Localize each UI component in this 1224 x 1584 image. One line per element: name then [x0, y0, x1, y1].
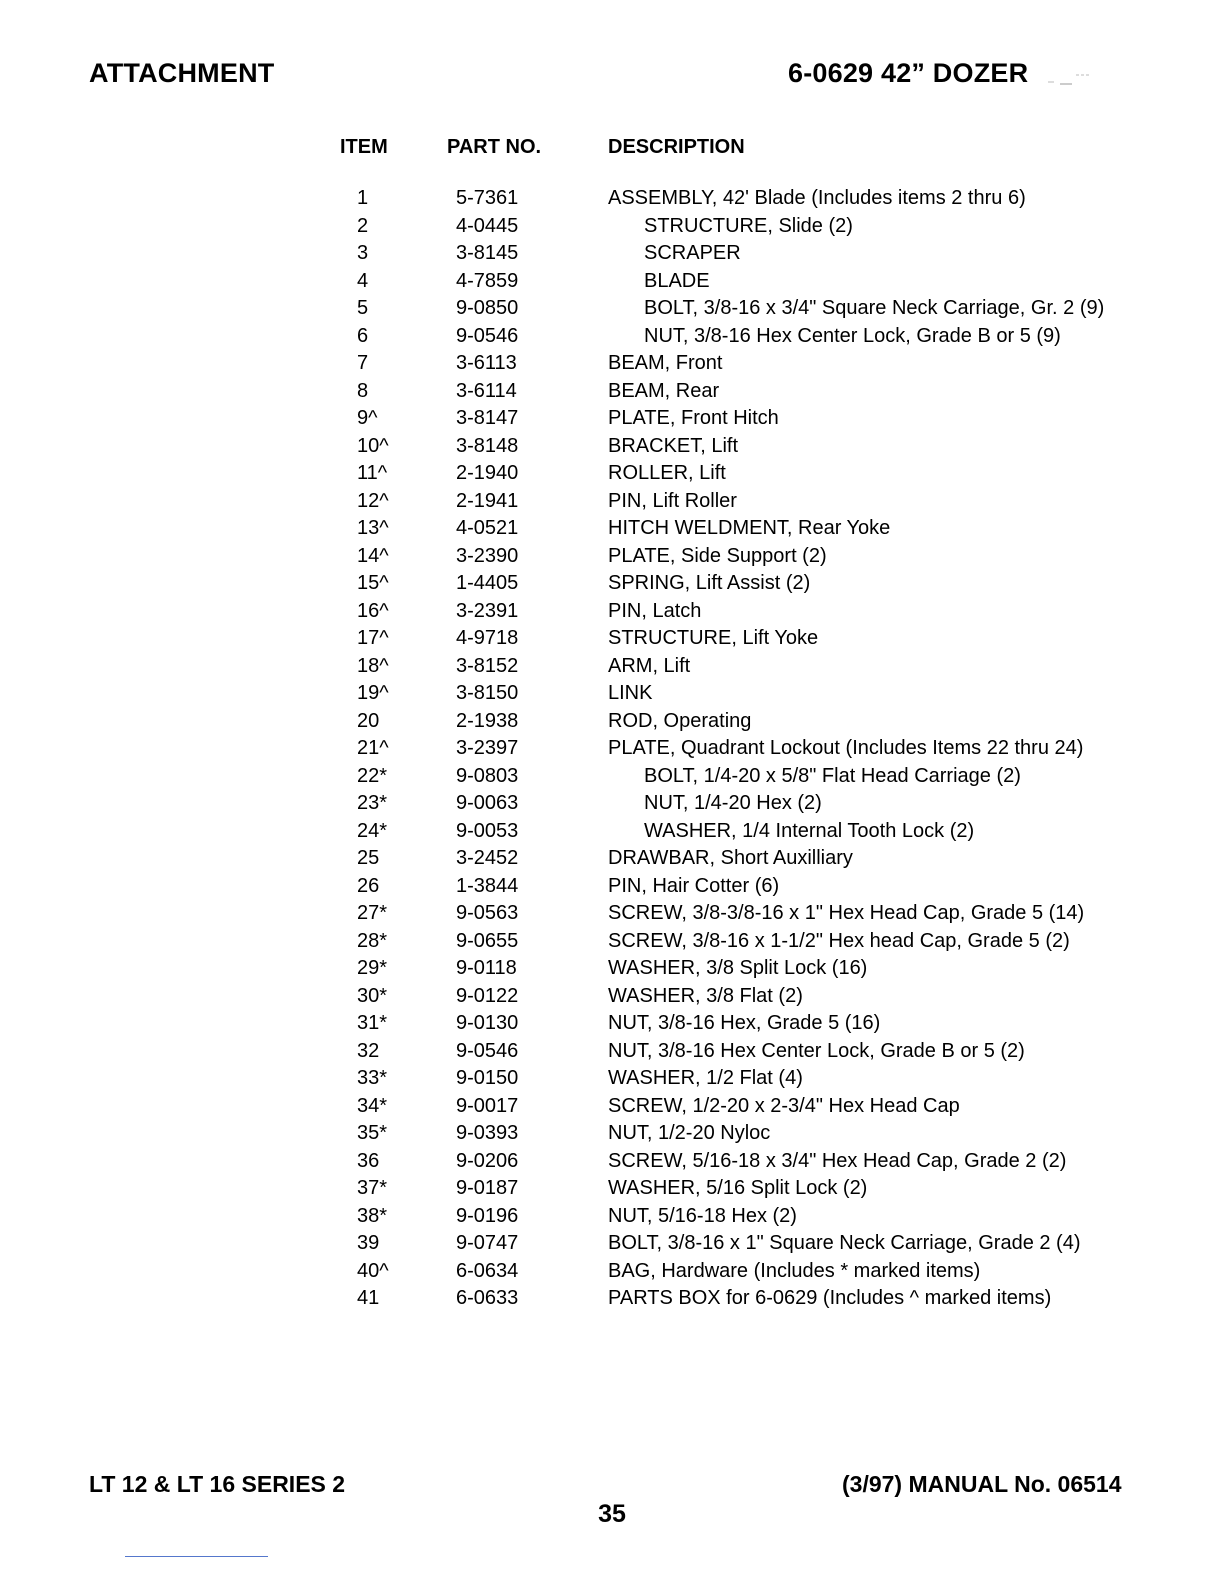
part-description: DRAWBAR, Short Auxilliary	[608, 847, 853, 869]
part-number: 9-0546	[456, 324, 519, 347]
bottom-rule	[125, 1556, 268, 1557]
item-number: 21^	[357, 737, 389, 759]
column-header-item: ITEM	[340, 136, 388, 158]
part-description: BAG, Hardware (Includes * marked items)	[608, 1259, 981, 1282]
item-number: 39	[357, 1232, 380, 1254]
part-description: BEAM, Rear	[608, 379, 720, 402]
part-number: 9-0850	[456, 297, 519, 319]
part-description: ROLLER, Lift	[608, 462, 726, 484]
parts-row	[0, 1148, 1224, 1176]
part-description: SCREW, 5/16-18 x 3/4" Hex Head Cap, Grade 2 (2)	[608, 1149, 1067, 1172]
part-number: 9-0187	[456, 1177, 519, 1199]
part-number: 4-9718	[456, 627, 519, 649]
part-number: 3-6113	[456, 352, 517, 374]
parts-row	[0, 1038, 1224, 1066]
parts-row	[0, 735, 1224, 763]
part-number: 5-7361	[456, 187, 519, 209]
part-number: 9-0747	[456, 1232, 519, 1254]
item-number: 25	[357, 847, 380, 869]
part-number: 2-1938	[456, 709, 519, 732]
part-description: NUT, 5/16-18 Hex (2)	[608, 1204, 797, 1227]
item-number: 33*	[357, 1067, 388, 1089]
part-number: 3-8150	[456, 682, 519, 704]
part-number: 3-2452	[456, 847, 519, 869]
part-description: ARM, Lift	[608, 654, 691, 677]
part-description: STRUCTURE, Slide (2)	[644, 214, 853, 237]
item-number: 11^	[357, 462, 388, 484]
part-number: 1-4405	[456, 572, 519, 594]
parts-row	[0, 378, 1224, 406]
part-description: PIN, Latch	[608, 599, 702, 622]
parts-row	[0, 900, 1224, 928]
part-description: STRUCTURE, Lift Yoke	[608, 627, 819, 649]
part-number: 9-0803	[456, 764, 519, 787]
item-number: 14^	[357, 544, 389, 567]
part-number: 9-0130	[456, 1012, 519, 1034]
item-number: 10^	[357, 434, 389, 457]
part-number: 9-0546	[456, 1039, 519, 1062]
part-description: WASHER, 3/8 Flat (2)	[608, 984, 803, 1007]
part-description: WASHER, 1/4 Internal Tooth Lock (2)	[644, 819, 975, 842]
part-description: SPRING, Lift Assist (2)	[608, 572, 811, 594]
footer-manual-number: (3/97) MANUAL No. 06514	[842, 1471, 1122, 1497]
parts-row	[0, 598, 1224, 626]
item-number: 5	[357, 297, 369, 319]
parts-row	[0, 515, 1224, 543]
parts-row	[0, 213, 1224, 241]
part-number: 9-0017	[456, 1094, 519, 1117]
part-number: 3-8152	[456, 654, 519, 677]
part-description: SCREW, 1/2-20 x 2-3/4" Hex Head Cap	[608, 1094, 960, 1117]
item-number: 6	[357, 324, 369, 347]
part-description: BOLT, 3/8-16 x 3/4" Square Neck Carriage, Gr. 2 (9)	[644, 297, 1105, 319]
item-number: 18^	[357, 654, 389, 677]
part-number: 4-7859	[456, 269, 519, 292]
part-description: SCREW, 3/8-16 x 1-1/2" Hex head Cap, Grade 5 (2)	[608, 929, 1070, 952]
parts-row	[0, 955, 1224, 983]
part-number: 3-2390	[456, 544, 519, 567]
item-number: 15^	[357, 572, 389, 594]
parts-row	[0, 1093, 1224, 1121]
part-description: PIN, Lift Roller	[608, 489, 737, 512]
part-number: 9-0063	[456, 792, 519, 814]
item-number: 19^	[357, 682, 389, 704]
part-description: WASHER, 1/2 Flat (4)	[608, 1067, 803, 1089]
part-description: PLATE, Front Hitch	[608, 407, 779, 429]
parts-row	[0, 983, 1224, 1011]
part-description: WASHER, 3/8 Split Lock (16)	[608, 957, 868, 979]
item-number: 4	[357, 269, 369, 292]
scan-artifact-mark	[1046, 72, 1092, 86]
part-description: BEAM, Front	[608, 352, 723, 374]
item-number: 40^	[357, 1259, 389, 1282]
parts-row	[0, 570, 1224, 598]
item-number: 41	[357, 1287, 380, 1309]
footer-series: LT 12 & LT 16 SERIES 2	[89, 1471, 346, 1497]
part-number: 1-3844	[456, 874, 519, 897]
part-number: 4-0445	[456, 214, 519, 237]
parts-row	[0, 433, 1224, 461]
part-description: PLATE, Quadrant Lockout (Includes Items 22 thru 24)	[608, 737, 1084, 759]
item-number: 17^	[357, 627, 389, 649]
item-number: 2	[357, 214, 369, 237]
section-title: ATTACHMENT	[89, 58, 275, 88]
item-number: 23*	[357, 792, 388, 814]
part-description: PARTS BOX for 6-0629 (Includes ^ marked items)	[608, 1287, 1052, 1309]
parts-row	[0, 295, 1224, 323]
parts-row	[0, 928, 1224, 956]
parts-row	[0, 763, 1224, 791]
item-number: 7	[357, 352, 369, 374]
part-description: PLATE, Side Support (2)	[608, 544, 827, 567]
parts-row	[0, 1203, 1224, 1231]
part-description: NUT, 1/2-20 Nyloc	[608, 1122, 771, 1144]
part-number: 3-8145	[456, 242, 519, 264]
item-number: 24*	[357, 819, 388, 842]
item-number: 9^	[357, 407, 378, 429]
part-number: 9-0196	[456, 1204, 519, 1227]
parts-row	[0, 1230, 1224, 1258]
parts-row	[0, 268, 1224, 296]
page-number: 35	[598, 1500, 626, 1528]
parts-row	[0, 323, 1224, 351]
parts-row	[0, 1065, 1224, 1093]
parts-row	[0, 873, 1224, 901]
part-number: 9-0053	[456, 819, 519, 842]
item-number: 30*	[357, 984, 388, 1007]
part-description: SCREW, 3/8-3/8-16 x 1" Hex Head Cap, Grade 5 (14)	[608, 902, 1085, 924]
parts-row	[0, 543, 1224, 571]
parts-row	[0, 460, 1224, 488]
item-number: 13^	[357, 517, 389, 539]
item-number: 36	[357, 1149, 380, 1172]
part-description: WASHER, 5/16 Split Lock (2)	[608, 1177, 868, 1199]
parts-row	[0, 818, 1224, 846]
item-number: 8	[357, 379, 369, 402]
part-description: LINK	[608, 682, 653, 704]
part-number: 9-0150	[456, 1067, 519, 1089]
part-description: BOLT, 1/4-20 x 5/8" Flat Head Carriage (2)	[644, 764, 1021, 787]
item-number: 3	[357, 242, 369, 264]
part-description: BRACKET, Lift	[608, 434, 739, 457]
parts-row	[0, 708, 1224, 736]
part-description: HITCH WELDMENT, Rear Yoke	[608, 517, 891, 539]
parts-row	[0, 185, 1224, 213]
item-number: 35*	[357, 1122, 388, 1144]
parts-row	[0, 790, 1224, 818]
part-number: 4-0521	[456, 517, 519, 539]
item-number: 26	[357, 874, 380, 897]
parts-row	[0, 1175, 1224, 1203]
parts-row	[0, 405, 1224, 433]
part-number: 3-8147	[456, 407, 519, 429]
part-number: 9-0563	[456, 902, 519, 924]
parts-row	[0, 625, 1224, 653]
item-number: 20	[357, 709, 380, 732]
parts-row	[0, 1120, 1224, 1148]
parts-row	[0, 845, 1224, 873]
part-number: 9-0206	[456, 1149, 519, 1172]
part-number: 9-0393	[456, 1122, 519, 1144]
part-description: NUT, 3/8-16 Hex, Grade 5 (16)	[608, 1012, 881, 1034]
parts-row	[0, 240, 1224, 268]
part-description: NUT, 3/8-16 Hex Center Lock, Grade B or 5 (9)	[644, 324, 1061, 347]
item-number: 37*	[357, 1177, 388, 1199]
column-header-part-no: PART NO.	[447, 136, 542, 158]
part-number: 6-0633	[456, 1287, 519, 1309]
item-number: 28*	[357, 929, 388, 952]
item-number: 38*	[357, 1204, 388, 1227]
attachment-model-title: 6-0629 42” DOZER	[788, 58, 1029, 88]
item-number: 12^	[357, 489, 389, 512]
part-description: NUT, 3/8-16 Hex Center Lock, Grade B or 5 (2)	[608, 1039, 1025, 1062]
parts-row	[0, 350, 1224, 378]
column-header-description: DESCRIPTION	[608, 136, 745, 158]
parts-row	[0, 1285, 1224, 1313]
item-number: 16^	[357, 599, 389, 622]
part-description: ROD, Operating	[608, 709, 752, 732]
part-number: 6-0634	[456, 1259, 519, 1282]
part-description: PIN, Hair Cotter (6)	[608, 874, 780, 897]
part-description: SCRAPER	[644, 242, 741, 264]
part-number: 3-2391	[456, 599, 519, 622]
parts-list	[0, 185, 1224, 1313]
item-number: 29*	[357, 957, 388, 979]
part-description: ASSEMBLY, 42' Blade (Includes items 2 thru 6)	[608, 187, 1026, 209]
parts-row	[0, 1010, 1224, 1038]
item-number: 27*	[357, 902, 388, 924]
parts-row	[0, 488, 1224, 516]
part-number: 3-8148	[456, 434, 519, 457]
parts-row	[0, 653, 1224, 681]
part-number: 2-1941	[456, 489, 519, 512]
part-description: NUT, 1/4-20 Hex (2)	[644, 792, 822, 814]
item-number: 32	[357, 1039, 380, 1062]
part-number: 3-2397	[456, 737, 519, 759]
item-number: 22*	[357, 764, 388, 787]
part-description: BLADE	[644, 269, 710, 292]
item-number: 34*	[357, 1094, 388, 1117]
part-number: 9-0655	[456, 929, 519, 952]
part-number: 2-1940	[456, 462, 519, 484]
item-number: 1	[357, 187, 369, 209]
item-number: 31*	[357, 1012, 388, 1034]
part-number: 9-0122	[456, 984, 519, 1007]
part-number: 9-0118	[456, 957, 517, 979]
parts-row	[0, 680, 1224, 708]
part-number: 3-6114	[456, 379, 517, 402]
parts-row	[0, 1258, 1224, 1286]
part-description: BOLT, 3/8-16 x 1" Square Neck Carriage, Grade 2 (4)	[608, 1232, 1081, 1254]
